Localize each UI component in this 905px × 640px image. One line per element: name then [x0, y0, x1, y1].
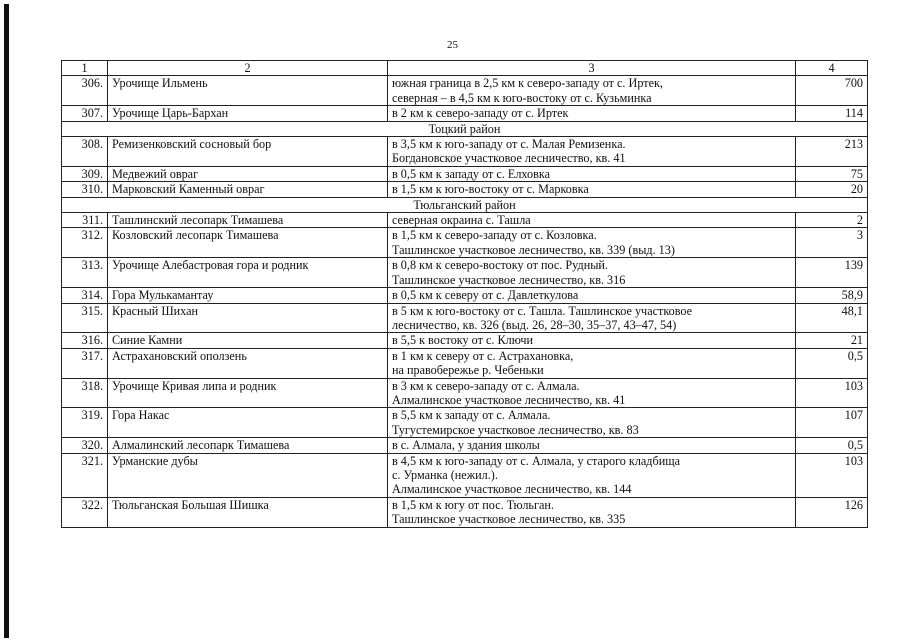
table-row — [62, 228, 868, 258]
row-number: 318. — [62, 378, 108, 408]
location-line: в 1,5 км к юго-востоку от с. Марковка — [392, 182, 589, 197]
site-location — [388, 106, 796, 121]
site-name: Ташлинский лесопарк Тимашева — [108, 213, 388, 228]
row-number: 309. — [62, 166, 108, 181]
location-line: в 0,5 км к западу от с. Елховка — [392, 166, 551, 181]
table-row — [62, 76, 868, 106]
site-name: Медвежий овраг — [108, 166, 388, 181]
location-line: в 4,5 км к юго-западу от с. Алмала, у старого кладбища — [392, 453, 681, 468]
row-number: 311. — [62, 213, 108, 228]
site-area: 213 — [796, 137, 868, 167]
table-row — [62, 182, 868, 197]
row-number: 319. — [62, 408, 108, 438]
location-line: Алмалинское участковое лесничество, кв. 41 — [392, 392, 626, 407]
site-area: 2 — [796, 213, 868, 228]
site-area: 139 — [796, 258, 868, 288]
column-header-number: 1 — [62, 61, 108, 76]
column-header-location: 3 — [388, 61, 796, 76]
site-location — [388, 378, 796, 408]
district-heading: Тюльганский район — [62, 197, 868, 212]
row-number: 321. — [62, 453, 108, 497]
table-row — [62, 333, 868, 348]
location-line: в 0,8 км к северо-востоку от пос. Рудный. — [392, 258, 608, 273]
site-location — [388, 497, 796, 527]
site-location — [388, 76, 796, 106]
table-row — [62, 303, 868, 333]
row-number: 314. — [62, 288, 108, 303]
protected-areas-table — [61, 60, 868, 528]
site-name: Алмалинский лесопарк Тимашева — [108, 438, 388, 453]
table-row — [62, 166, 868, 181]
site-location — [388, 303, 796, 333]
location-line: лесничество, кв. 326 (выд. 26, 28–30, 35–37, 43–47, 54) — [392, 317, 677, 332]
site-name: Астрахановский оползень — [108, 348, 388, 378]
location-line: в 1,5 км к югу от пос. Тюльган. — [392, 497, 554, 512]
location-line: Ташлинское участковое лесничество, кв. 316 — [392, 272, 626, 287]
column-header-name: 2 — [108, 61, 388, 76]
row-number: 322. — [62, 497, 108, 527]
table-row — [62, 137, 868, 167]
site-name: Гора Мулькамантау — [108, 288, 388, 303]
site-location — [388, 258, 796, 288]
site-location — [388, 348, 796, 378]
row-number: 313. — [62, 258, 108, 288]
table-row — [62, 497, 868, 527]
site-location — [388, 182, 796, 197]
location-line: северная – в 4,5 км к юго-востоку от с. Кузьминка — [392, 90, 652, 105]
location-line: в 1,5 км к северо-западу от с. Козловка. — [392, 228, 597, 243]
section-row — [62, 197, 868, 212]
table-row — [62, 438, 868, 453]
location-line: в 5,5 к востоку от с. Ключи — [392, 333, 533, 348]
table-row — [62, 258, 868, 288]
table-row — [62, 288, 868, 303]
site-location — [388, 228, 796, 258]
row-number: 315. — [62, 303, 108, 333]
site-area: 75 — [796, 166, 868, 181]
column-header-area: 4 — [796, 61, 868, 76]
site-area: 58,9 — [796, 288, 868, 303]
site-area: 126 — [796, 497, 868, 527]
site-name: Урочище Алебастровая гора и родник — [108, 258, 388, 288]
site-area: 48,1 — [796, 303, 868, 333]
section-row — [62, 121, 868, 136]
site-name: Урочище Ильмень — [108, 76, 388, 106]
site-area: 20 — [796, 182, 868, 197]
table-row — [62, 106, 868, 121]
table-row — [62, 408, 868, 438]
row-number: 308. — [62, 137, 108, 167]
row-number: 312. — [62, 228, 108, 258]
site-location — [388, 166, 796, 181]
table-row — [62, 453, 868, 497]
site-name: Урочище Кривая липа и родник — [108, 378, 388, 408]
site-area: 3 — [796, 228, 868, 258]
site-location — [388, 438, 796, 453]
site-location — [388, 288, 796, 303]
location-line: с. Урманка (нежил.). — [392, 467, 498, 482]
location-line: Ташлинское участковое лесничество, кв. 335 — [392, 512, 626, 527]
site-name: Урманские дубы — [108, 453, 388, 497]
location-line: в с. Алмала, у здания школы — [392, 438, 540, 453]
site-name: Тюльганская Большая Шишка — [108, 497, 388, 527]
page-number: 25 — [447, 39, 458, 51]
district-heading: Тоцкий район — [62, 121, 868, 136]
site-name: Ремизенковский сосновый бор — [108, 137, 388, 167]
site-name: Козловский лесопарк Тимашева — [108, 228, 388, 258]
location-line: Алмалинское участковое лесничество, кв. 144 — [392, 482, 632, 497]
site-area: 0,5 — [796, 348, 868, 378]
site-area: 114 — [796, 106, 868, 121]
location-line: Ташлинское участковое лесничество, кв. 339 (выд. 13) — [392, 242, 675, 257]
table-body — [62, 76, 868, 527]
site-name: Гора Накас — [108, 408, 388, 438]
location-line: в 3,5 км к юго-западу от с. Малая Ремизенка. — [392, 137, 626, 152]
location-line: в 2 км к северо-западу от с. Иртек — [392, 106, 569, 121]
site-location — [388, 137, 796, 167]
row-number: 306. — [62, 76, 108, 106]
row-number: 310. — [62, 182, 108, 197]
site-name: Урочище Царь-Бархан — [108, 106, 388, 121]
row-number: 317. — [62, 348, 108, 378]
row-number: 307. — [62, 106, 108, 121]
location-line: в 5 км к юго-востоку от с. Ташла. Ташлинское участковое — [392, 303, 693, 318]
location-line: южная граница в 2,5 км к северо-западу от с. Иртек, — [392, 76, 663, 91]
location-line: в 5,5 км к западу от с. Алмала. — [392, 408, 551, 423]
site-location — [388, 453, 796, 497]
site-location — [388, 213, 796, 228]
site-area: 700 — [796, 76, 868, 106]
site-area: 21 — [796, 333, 868, 348]
page-edge-bar — [4, 4, 9, 638]
site-area: 0,5 — [796, 438, 868, 453]
table-row — [62, 213, 868, 228]
table-row — [62, 348, 868, 378]
location-line: в 0,5 км к северу от с. Давлеткулова — [392, 288, 579, 303]
location-line: на правобережье р. Чебеньки — [392, 363, 544, 378]
site-location — [388, 333, 796, 348]
location-line: Богдановское участковое лесничество, кв. 41 — [392, 151, 626, 166]
row-number: 320. — [62, 438, 108, 453]
location-line: Тугустемирское участковое лесничество, кв. 83 — [392, 422, 639, 437]
header-row — [62, 61, 868, 76]
site-area: 103 — [796, 378, 868, 408]
site-area: 107 — [796, 408, 868, 438]
site-name: Марковский Каменный овраг — [108, 182, 388, 197]
site-location — [388, 408, 796, 438]
row-number: 316. — [62, 333, 108, 348]
site-name: Синие Камни — [108, 333, 388, 348]
location-line: в 3 км к северо-западу от с. Алмала. — [392, 378, 580, 393]
site-name: Красный Шихан — [108, 303, 388, 333]
location-line: северная окраина с. Ташла — [392, 213, 531, 228]
location-line: в 1 км к северу от с. Астрахановка, — [392, 348, 574, 363]
site-area: 103 — [796, 453, 868, 497]
table-row — [62, 378, 868, 408]
